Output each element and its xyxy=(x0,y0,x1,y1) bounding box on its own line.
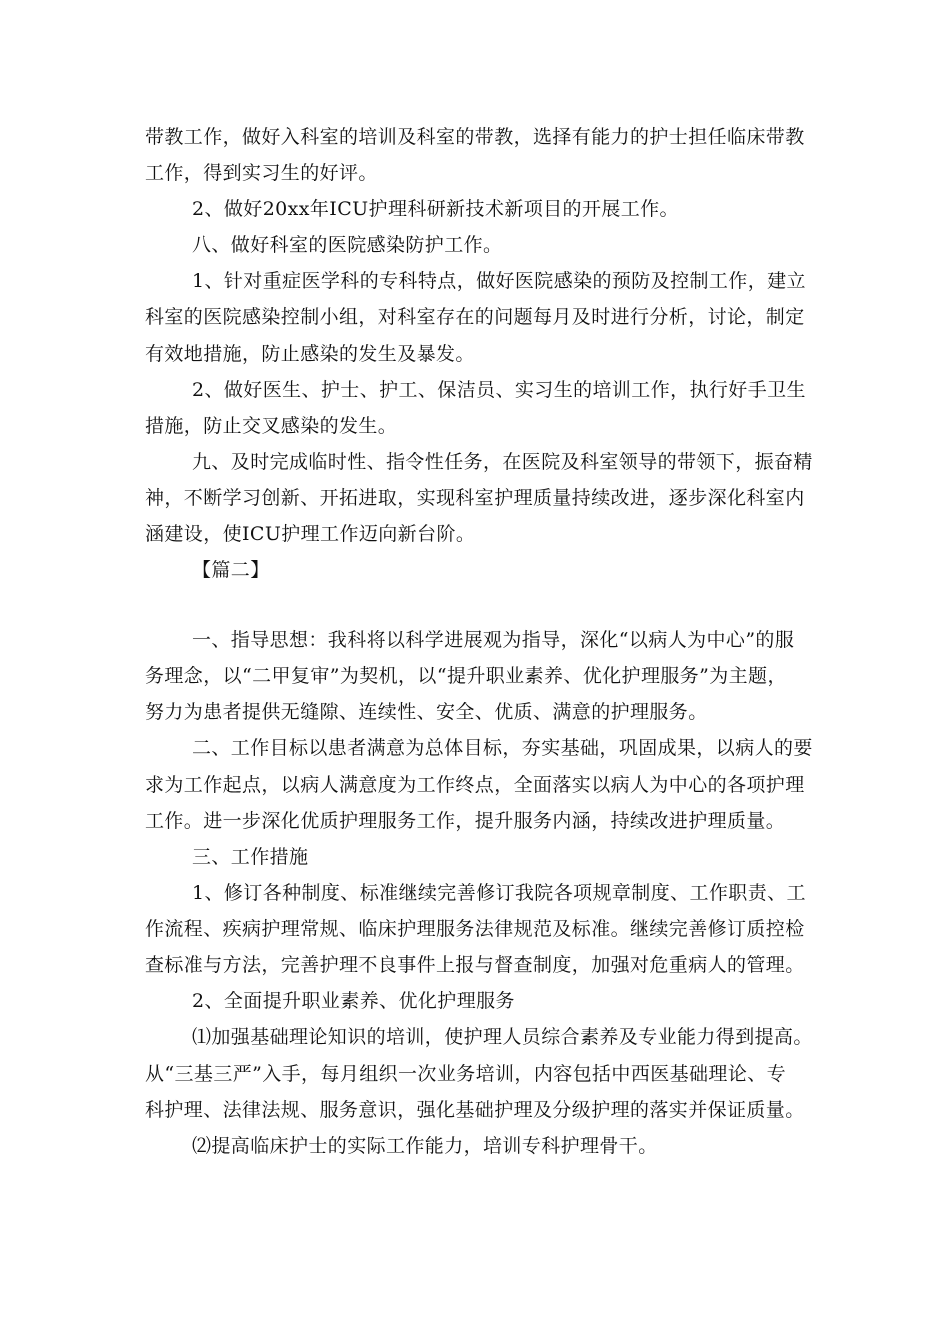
paragraph-line: 求为工作起点，以病人满意度为工作终点，全面落实以病人为中心的各项护理 xyxy=(145,774,805,796)
paragraph-line: 工作，得到实习生的好评。 xyxy=(145,162,378,184)
section-heading: 九、及时完成临时性、指令性任务，在医院及科室领导的带领下，振奋精 xyxy=(192,451,813,473)
paragraph-line: ⑵提高临床护士的实际工作能力，培训专科护理骨干。 xyxy=(192,1135,658,1157)
paragraph-line: 有效地措施，防止感染的发生及暴发。 xyxy=(145,343,475,365)
paragraph-line: 工作。进一步深化优质护理服务工作，提升服务内涵，持续改进护理质量。 xyxy=(145,810,786,832)
paragraph-line: 从“三基三严”入手，每月组织一次业务培训，内容包括中西医基础理论、专 xyxy=(145,1063,787,1085)
paragraph-line: 务理念，以“二甲复审”为契机，以“提升职业素养、优化护理服务”为主题， xyxy=(145,665,787,687)
paragraph-line: 作流程、疾病护理常规、临床护理服务法律规范及标准。继续完善修订质控检 xyxy=(145,918,805,940)
paragraph-line: 涵建设，使ICU护理工作迈向新台阶。 xyxy=(145,523,476,545)
paragraph-line: 神，不断学习创新、开拓进取，实现科室护理质量持续改进，逐步深化科室内 xyxy=(145,487,805,509)
paragraph-line: 查标准与方法，完善护理不良事件上报与督查制度，加强对危重病人的管理。 xyxy=(145,954,805,976)
paragraph-line: 努力为患者提供无缝隙、连续性、安全、优质、满意的护理服务。 xyxy=(145,701,708,723)
section-heading: 八、做好科室的医院感染防护工作。 xyxy=(192,234,503,256)
paragraph-line: 1、针对重症医学科的专科特点，做好医院感染的预防及控制工作，建立 xyxy=(192,270,806,292)
part-heading: 【篇二】 xyxy=(192,559,270,581)
paragraph-line: 科护理、法律法规、服务意识，强化基础护理及分级护理的落实并保证质量。 xyxy=(145,1099,805,1121)
section-heading: 二、工作目标以患者满意为总体目标，夯实基础，巩固成果，以病人的要 xyxy=(192,737,813,759)
paragraph-line: ⑴加强基础理论知识的培训，使护理人员综合素养及专业能力得到提高。 xyxy=(192,1026,813,1048)
section-heading: 三、工作措施 xyxy=(192,846,309,868)
subsection-heading: 2、全面提升职业素养、优化护理服务 xyxy=(192,990,515,1012)
paragraph-line: 科室的医院感染控制小组，对科室存在的问题每月及时进行分析，讨论，制定 xyxy=(145,306,805,328)
paragraph-line: 2、做好20xx年ICU护理科研新技术新项目的开展工作。 xyxy=(192,198,679,220)
paragraph-line: 2、做好医生、护士、护工、保洁员、实习生的培训工作，执行好手卫生 xyxy=(192,379,806,401)
paragraph-line: 带教工作，做好入科室的培训及科室的带教，选择有能力的护士担任临床带教 xyxy=(145,126,805,148)
paragraph-line: 1、修订各种制度、标准继续完善修订我院各项规章制度、工作职责、工 xyxy=(192,882,806,904)
section-heading: 一、指导思想：我科将以科学进展观为指导，深化“以病人为中心”的服 xyxy=(192,629,795,651)
paragraph-line: 措施，防止交叉感染的发生。 xyxy=(145,415,398,437)
